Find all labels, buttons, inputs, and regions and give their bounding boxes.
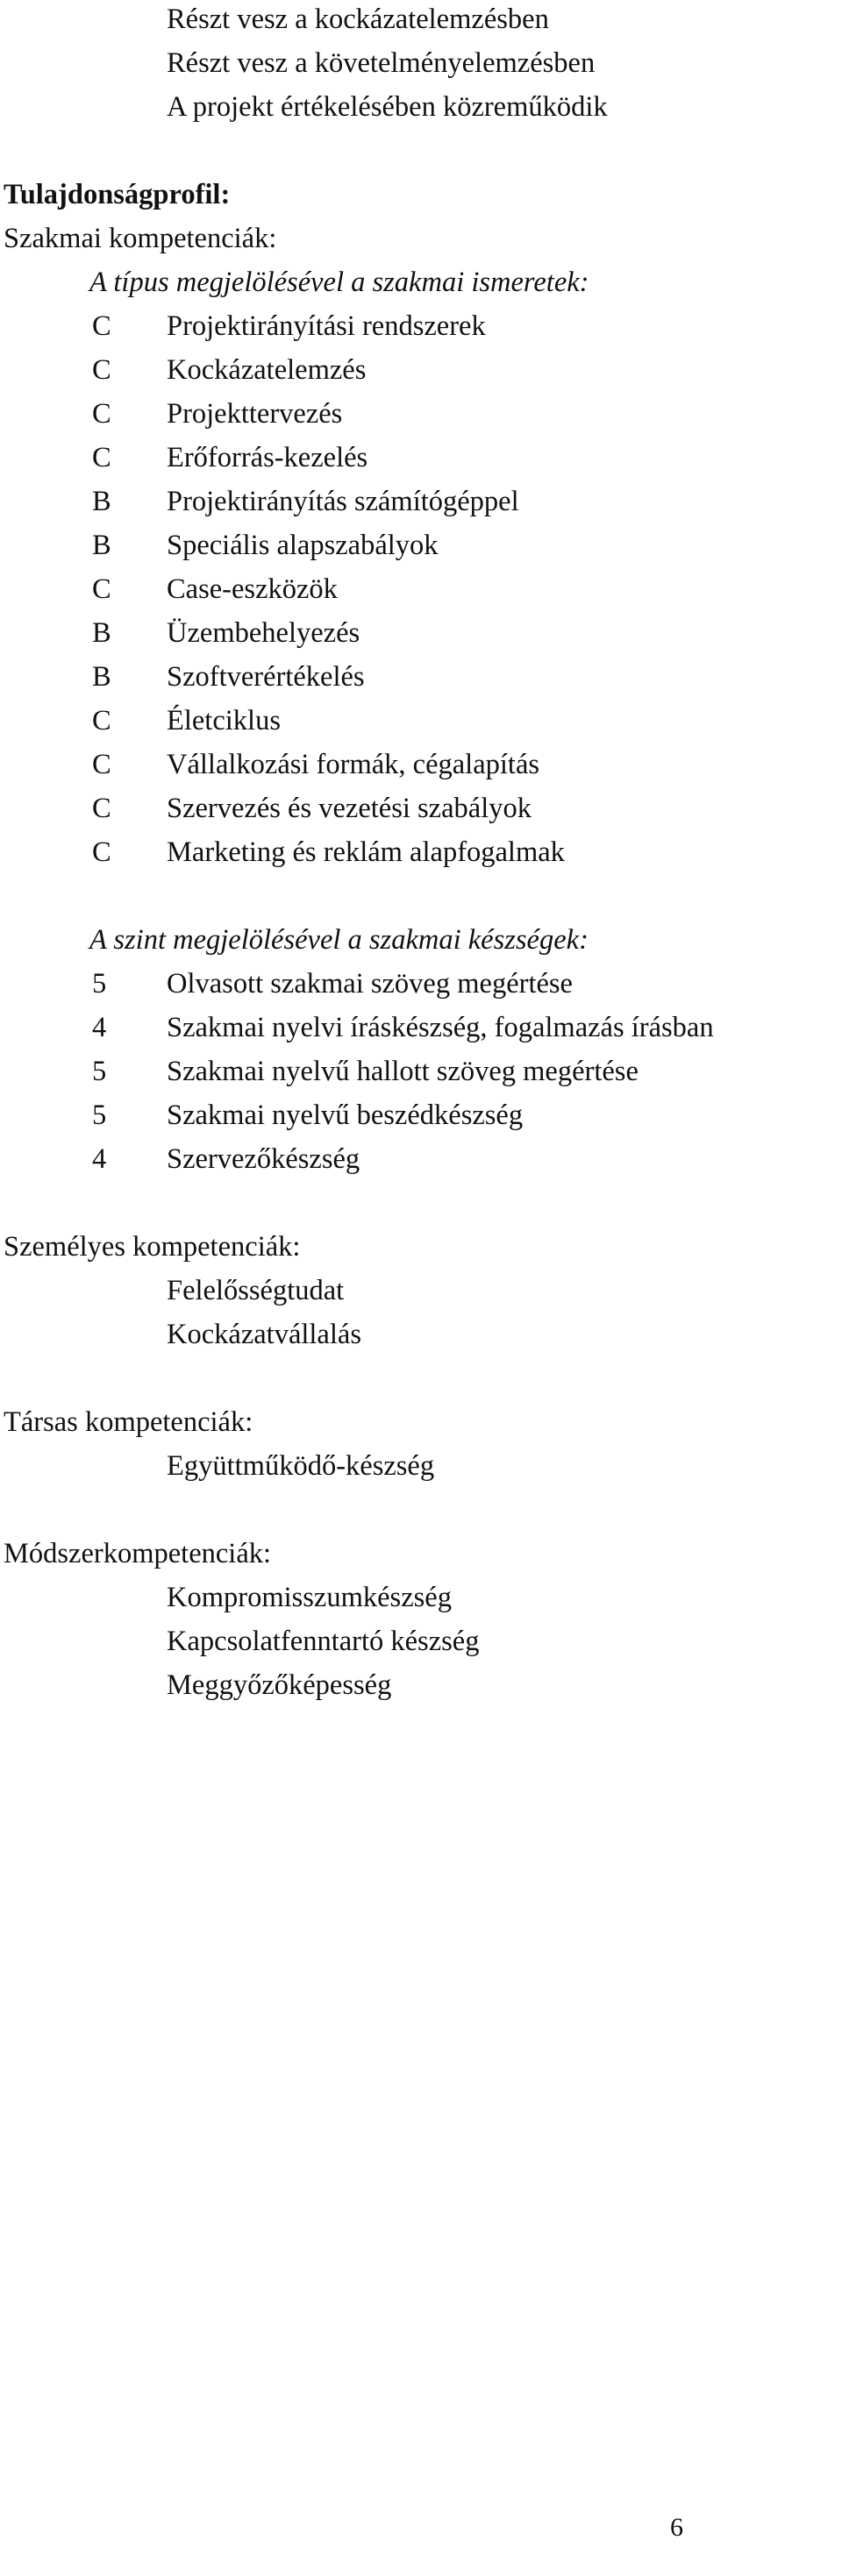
knowledge-text: Marketing és reklám alapfogalmak (167, 836, 565, 868)
knowledge-item (0, 791, 842, 829)
knowledge-item (0, 352, 842, 391)
skill-text: Szervezőkészség (167, 1143, 360, 1175)
knowledge-text: Projektirányítási rendszerek (167, 310, 486, 342)
knowledge-type-code: B (92, 486, 111, 517)
knowledge-item (0, 703, 842, 742)
skills-caption: A szint megjelölésével a szakmai készségek: (89, 924, 589, 956)
skill-item (0, 966, 842, 1005)
skill-level: 5 (92, 968, 107, 1000)
profile-heading: Tulajdonságprofil: (4, 179, 231, 210)
top-item: A projekt értékelésében közreműködik (167, 91, 608, 123)
skill-item (0, 1098, 842, 1136)
skill-text: Szakmai nyelvű beszédkészség (167, 1099, 524, 1131)
method-competency: Kapcsolatfenntartó készség (167, 1626, 480, 1657)
knowledge-text: Életciklus (167, 705, 281, 737)
knowledge-item (0, 572, 842, 610)
knowledge-text: Projektirányítás számítógéppel (167, 486, 519, 517)
knowledge-text: Case-eszközök (167, 573, 338, 605)
knowledge-type-code: C (92, 354, 111, 386)
knowledge-item (0, 309, 842, 347)
method-competency: Meggyőzőképesség (167, 1669, 392, 1701)
knowledge-caption: A típus megjelölésével a szakmai ismeretek: (89, 267, 589, 298)
knowledge-type-code: C (92, 573, 111, 605)
top-item: Részt vesz a kockázatelemzésben (167, 4, 549, 35)
knowledge-text: Szoftverértékelés (167, 661, 365, 693)
social-competencies-label: Társas kompetenciák: (4, 1406, 253, 1438)
method-competencies-label: Módszerkompetenciák: (4, 1538, 272, 1569)
knowledge-text: Szervezés és vezetési szabályok (167, 793, 532, 824)
method-competency: Kompromisszumkészség (167, 1582, 452, 1613)
knowledge-type-code: C (92, 836, 111, 868)
social-competency: Együttműködő-készség (167, 1450, 435, 1482)
knowledge-text: Vállalkozási formák, cégalapítás (167, 749, 540, 780)
knowledge-type-code: B (92, 661, 111, 693)
skill-level: 5 (92, 1056, 107, 1087)
knowledge-type-code: C (92, 705, 111, 737)
knowledge-type-code: C (92, 749, 111, 780)
skill-item (0, 1142, 842, 1180)
personal-competency: Kockázatvállalás (167, 1319, 361, 1350)
knowledge-text: Speciális alapszabályok (167, 530, 439, 561)
skill-item (0, 1010, 842, 1049)
knowledge-type-code: C (92, 398, 111, 430)
knowledge-item (0, 528, 842, 566)
knowledge-item (0, 835, 842, 873)
knowledge-item (0, 396, 842, 435)
knowledge-type-code: C (92, 442, 111, 473)
skill-text: Olvasott szakmai szöveg megértése (167, 968, 573, 1000)
knowledge-item (0, 484, 842, 523)
knowledge-item (0, 440, 842, 479)
knowledge-type-code: C (92, 793, 111, 824)
knowledge-type-code: B (92, 617, 111, 649)
knowledge-item (0, 659, 842, 698)
knowledge-text: Üzembehelyezés (167, 617, 360, 649)
skill-item (0, 1054, 842, 1092)
knowledge-text: Erőforrás-kezelés (167, 442, 368, 473)
knowledge-item (0, 747, 842, 786)
knowledge-item (0, 616, 842, 654)
skill-level: 5 (92, 1099, 107, 1131)
knowledge-text: Kockázatelemzés (167, 354, 367, 386)
knowledge-type-code: B (92, 530, 111, 561)
knowledge-type-code: C (92, 310, 111, 342)
page-number: 6 (670, 2513, 683, 2542)
personal-competencies-label: Személyes kompetenciák: (4, 1231, 301, 1263)
skill-level: 4 (92, 1012, 107, 1043)
knowledge-text: Projekttervezés (167, 398, 343, 430)
personal-competency: Felelősségtudat (167, 1275, 345, 1306)
top-item: Részt vesz a követelményelemzésben (167, 47, 596, 79)
skill-text: Szakmai nyelvi íráskészség, fogalmazás írásban (167, 1012, 714, 1043)
professional-competencies-label: Szakmai kompetenciák: (4, 223, 277, 254)
skill-text: Szakmai nyelvű hallott szöveg megértése (167, 1056, 639, 1087)
skill-level: 4 (92, 1143, 107, 1175)
